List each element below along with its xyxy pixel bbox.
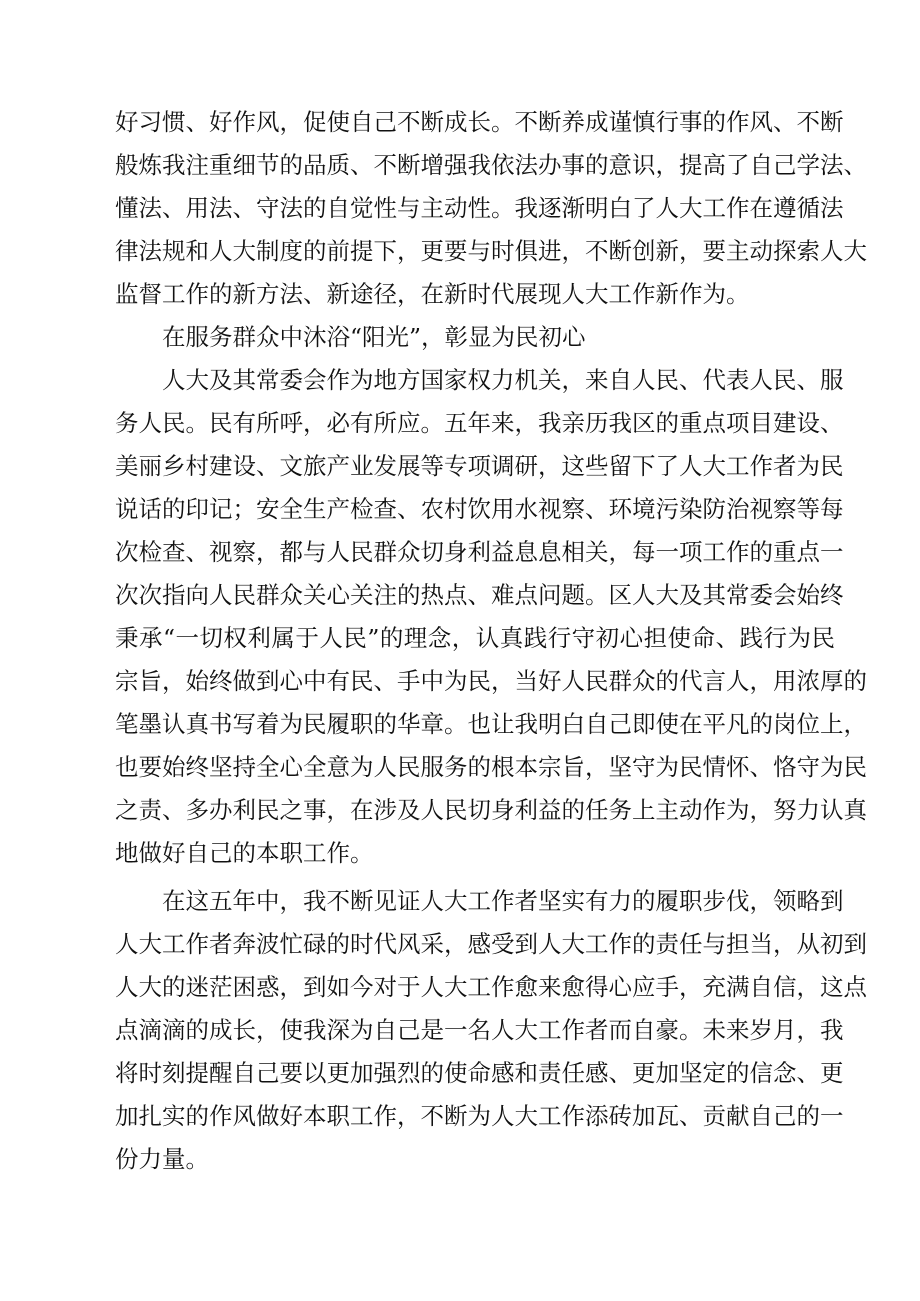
paragraph-line: 将时刻提醒自己要以更加强烈的使命感和责任感、更加坚定的信念、更 — [115, 1059, 844, 1087]
paragraph-line: 人大工作者奔波忙碌的时代风采，感受到人大工作的责任与担当，从初到 — [115, 930, 867, 958]
paragraph-line: 务人民。民有所呼，必有所应。五年来，我亲历我区的重点项目建设、 — [115, 409, 844, 437]
paragraph-line: 加扎实的作风做好本职工作，不断为人大工作添砖加瓦、贡献自己的一 — [115, 1102, 844, 1130]
paragraph-line: 次次指向人民群众关心关注的热点、难点问题。区人大及其常委会始终 — [115, 581, 844, 609]
paragraph-line: 人大的迷茫困惑，到如今对于人大工作愈来愈得心应手，充满自信，这点 — [115, 973, 867, 1001]
paragraph-line: 之责、多办利民之事，在涉及人民切身利益的任务上主动作为，努力认真 — [115, 796, 867, 824]
paragraph-line: 点滴滴的成长，使我深为自己是一名人大工作者而自豪。未来岁月，我 — [115, 1016, 844, 1044]
paragraph-line: 秉承“一切权利属于人民”的理念，认真践行守初心担使命、践行为民 — [115, 624, 835, 652]
paragraph-line: 懂法、用法、守法的自觉性与主动性。我逐渐明白了人大工作在遵循法 — [115, 194, 844, 222]
paragraph-line: 般炼我注重细节的品质、不断增强我依法办事的意识，提高了自己学法、 — [115, 151, 867, 179]
paragraph-line: 律法规和人大制度的前提下，更要与时俱进，不断创新，要主动探索人大 — [115, 237, 867, 265]
paragraph-line: 好习惯、好作风，促使自己不断成长。不断养成谨慎行事的作风、不断 — [115, 108, 844, 136]
paragraph-line: 监督工作的新方法、新途径，在新时代展现人大工作新作为。 — [115, 280, 750, 308]
paragraph-line: 说话的印记；安全生产检查、农村饮用水视察、环境污染防治视察等每 — [115, 495, 844, 523]
paragraph-line: 美丽乡村建设、文旅产业发展等专项调研，这些留下了人大工作者为民 — [115, 452, 844, 480]
paragraph-line: 宗旨，始终做到心中有民、手中为民，当好人民群众的代言人，用浓厚的 — [115, 667, 867, 695]
paragraph-line: 也要始终坚持全心全意为人民服务的根本宗旨，坚守为民情怀、恪守为民 — [115, 753, 867, 781]
section-heading: 在服务群众中沐浴“阳光”，彰显为民初心 — [162, 323, 586, 351]
paragraph-line: 份力量。 — [115, 1145, 209, 1173]
paragraph-line: 人大及其常委会作为地方国家权力机关，来自人民、代表人民、服 — [162, 366, 844, 394]
paragraph-line: 在这五年中，我不断见证人大工作者坚实有力的履职步伐，领略到 — [162, 887, 844, 915]
paragraph-line: 地做好自己的本职工作。 — [115, 839, 374, 867]
paragraph-line: 次检查、视察，都与人民群众切身利益息息相关，每一项工作的重点一 — [115, 538, 844, 566]
paragraph-line: 笔墨认真书写着为民履职的华章。也让我明白自己即使在平凡的岗位上， — [115, 710, 867, 738]
